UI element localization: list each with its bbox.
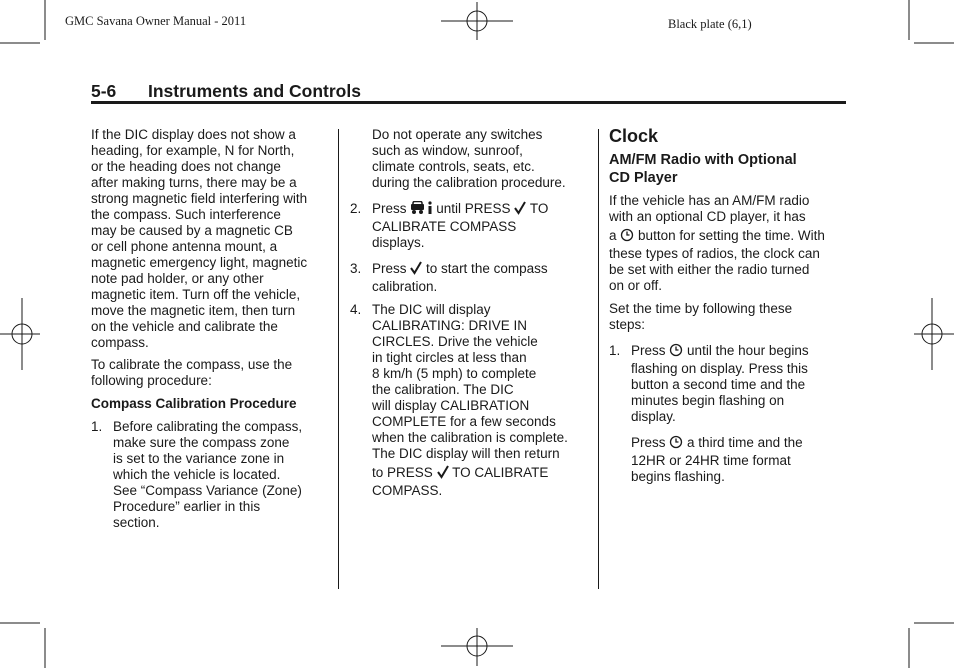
step-1: 1. Before calibrating the compass, make sure the compass zone is set to the variance zone in which the vehicle is located. See “Compass Variance (Zone) Procedure” earlier in this section. <box>91 419 303 530</box>
step-2: 2. Press until PRESS TO CALIBRATE COMPASS displays. <box>350 201 549 250</box>
step-4: 4. The DIC will display CALIBRATING: DRIVE IN CIRCLES. Drive the vehicle in tight circles at less than 8 km/h (5 mph) to complete the calibration. The DIC will display CALIBRATION COMPLETE for a few seconds when the calibration is complete. The DIC display will then return to PRESS TO CALIBRATE COMPASS. <box>350 302 568 498</box>
checkmark-icon <box>410 261 422 279</box>
subhead-am-fm-radio: AM/FM Radio with Optional CD Player <box>609 152 797 186</box>
column-1 <box>91 127 331 531</box>
header-rule <box>91 101 846 104</box>
plate-label: Black plate (6,1) <box>668 17 752 31</box>
clock-heading: Clock <box>609 126 659 146</box>
clock-step-1: 1. Press until the hour begins flashing on display. Press this button a second time and the minutes begin flashing on display. Press a third time and the 12HR or 24HR time format begins flashing. <box>609 343 809 484</box>
section-number: 5-6 <box>91 81 117 101</box>
subhead-calibration-procedure: Compass Calibration Procedure <box>91 396 297 411</box>
vehicle-info-icon <box>410 201 436 219</box>
para-calibrate-intro: To calibrate the compass, use the following procedure: <box>91 357 293 388</box>
para-continued: Do not operate any switches such as window, sunroof, climate controls, seats, etc. during the calibration procedure. <box>372 127 566 190</box>
manual-title: GMC Savana Owner Manual - 2011 <box>65 14 247 28</box>
section-title: Instruments and Controls <box>148 81 361 101</box>
column-3 <box>609 128 849 485</box>
para-set-time: Set the time by following these steps: <box>609 301 793 332</box>
checkmark-icon <box>514 201 526 219</box>
checkmark-icon <box>437 465 449 483</box>
column-divider-2 <box>598 129 599 589</box>
clock-icon <box>669 343 683 361</box>
para-magnetic-interference: If the DIC display does not show a heading, for example, N for North, or the heading does not change after making turns, there may be a strong magnetic field interfering with the compass. Such interference may be caused by a magnetic CB or cell phone antenna mount, a magnetic emergency light, magnetic note pad holder, or any other magnetic item. Turn off the vehicle, move the magnetic item, then turn on the vehicle and calibrate the compass. <box>91 127 308 350</box>
column-divider-1 <box>338 129 339 589</box>
clock-icon <box>620 228 634 246</box>
column-2 <box>350 127 595 499</box>
step-3: 3. Press to start the compass calibration. <box>350 261 548 294</box>
clock-icon <box>669 435 683 453</box>
para-radio-clock: If the vehicle has an AM/FM radio with an optional CD player, it has a button for setting the time. With these types of radios, the clock can be set with either the radio turned on or off. <box>609 193 825 293</box>
